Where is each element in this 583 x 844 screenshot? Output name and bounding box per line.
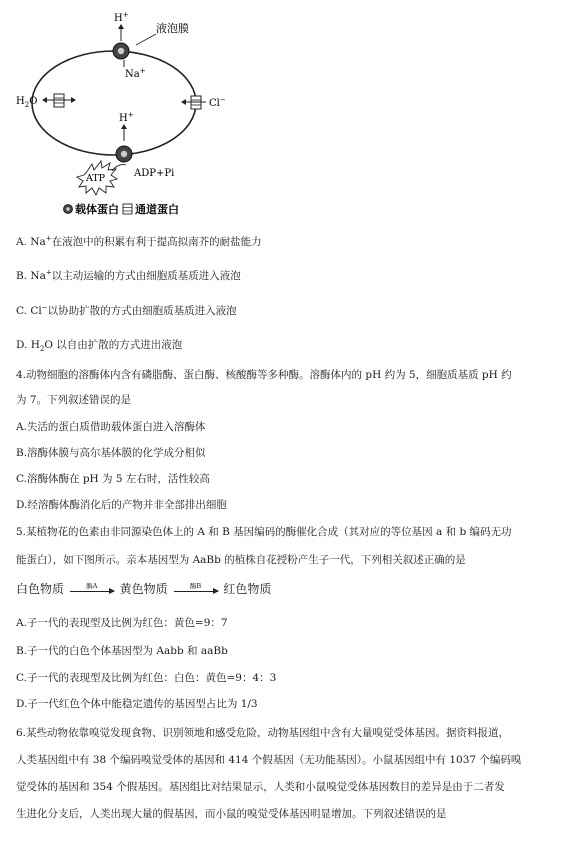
cl-label: Cl−: [209, 96, 226, 109]
cl-in-arrowhead: [181, 99, 186, 105]
h-bottom-label: H+: [119, 111, 134, 124]
q6-line-1: 6.某些动物依靠嗅觉发现食物、识别领地和感受危险，动物基因组中含有大量嗅觉受体基因。据资料报道，: [16, 727, 510, 739]
legend-carrier-icon: [64, 205, 73, 214]
water-arrowhead-right: [71, 97, 76, 103]
q5-option-d: D.子一代红色个体中能稳定遗传的基因型占比为 1/3: [16, 698, 258, 710]
q3-option-c: C. Cl−以协助扩散的方式由细胞质基质进入液泡: [16, 303, 237, 317]
q4-option-a: A.失活的蛋白质借助载体蛋白进入溶酶体: [16, 421, 206, 433]
q4-option-c: C.溶酶体酶在 pH 为 5 左右时，活性较高: [16, 473, 210, 485]
q6-line-4: 生进化分支后，人类出现大量的假基因，而小鼠的嗅觉受体基因明显增加。下列叙述错误的是: [16, 808, 447, 820]
flow-yellow: 黄色物质: [119, 582, 168, 596]
top-carrier-protein: [113, 43, 129, 59]
bottom-carrier-protein: [116, 146, 132, 162]
flow-red: 红色物质: [223, 582, 272, 596]
q4-option-b: B.溶酶体膜与高尔基体膜的化学成分相似: [16, 447, 206, 459]
membrane-label-leader: [136, 34, 156, 45]
q5-stem-line-1: 5.某植物花的色素由非同源染色体上的 A 和 B 基因编码的酶催化合成（其对应的等位基因 a 和 b 编码无功: [16, 526, 512, 538]
water-label: $H_2O$: [16, 96, 38, 109]
legend-carrier-label: 载体蛋白: [75, 203, 119, 216]
q5-option-a: A.子一代的表现型及比例为红色：黄色=9：7: [16, 617, 228, 629]
vacuole-transport-diagram: [10, 5, 270, 217]
q5-pigment-pathway: [16, 582, 571, 596]
adp-label: ADP+Pi: [134, 168, 175, 179]
legend-channel-icon: [123, 204, 132, 214]
q4-stem-line-2: 为 7。下列叙述错误的是: [16, 394, 132, 406]
h-out-arrowhead: [118, 24, 124, 29]
q3-option-a: A. Na+在液泡中的积累有利于提高拟南芥的耐盐能力: [16, 234, 262, 248]
q4-option-d: D.经溶酶体酶消化后的产物并非全部排出细胞: [16, 499, 227, 511]
q6-line-2: 人类基因组中有 38 个编码嗅觉受体的基因和 414 个假基因（无功能基因）。小鼠基因组中有 1037 个编码嗅: [16, 754, 522, 766]
q3-option-b: B. Na+以主动运输的方式由细胞质基质进入液泡: [16, 268, 241, 282]
q5-stem-line-2: 能蛋白），如下图所示。亲本基因型为 AaBb 的植株自花授粉产生子一代，下列相关叙述正确的是: [16, 554, 466, 566]
q5-option-b: B.子一代的白色个体基因型为 Aabb 和 aaBb: [16, 645, 228, 657]
atp-label: ATP: [86, 173, 106, 184]
flow-arrow-b: 酶B: [174, 588, 218, 592]
h-in-arrowhead: [121, 124, 127, 129]
water-arrowhead-left: [42, 97, 47, 103]
q6-line-3: 觉受体的基因和 354 个假基因。基因组比对结果显示，人类和小鼠嗅觉受体基因数目的差异是由于二者发: [16, 781, 505, 793]
q3-option-d: D. $H_2O$ 以自由扩散的方式进出液泡: [16, 339, 183, 354]
q4-stem-line-1: 4.动物细胞的溶酶体内含有磷脂酶、蛋白酶、核酸酶等多种酶。溶酶体内的 pH 约为 5，细胞质基质 pH 约: [16, 369, 512, 381]
flow-white: 白色物质: [16, 582, 65, 596]
membrane-label: 液泡膜: [156, 22, 189, 35]
h-top-label: H+: [114, 11, 129, 24]
na-label: Na+: [125, 67, 146, 80]
legend-channel-label: 通道蛋白: [135, 203, 179, 216]
flow-arrow-a: 酶A: [70, 588, 114, 592]
q5-option-c: C.子一代的表现型及比例为红色：白色：黄色=9：4：3: [16, 672, 277, 684]
